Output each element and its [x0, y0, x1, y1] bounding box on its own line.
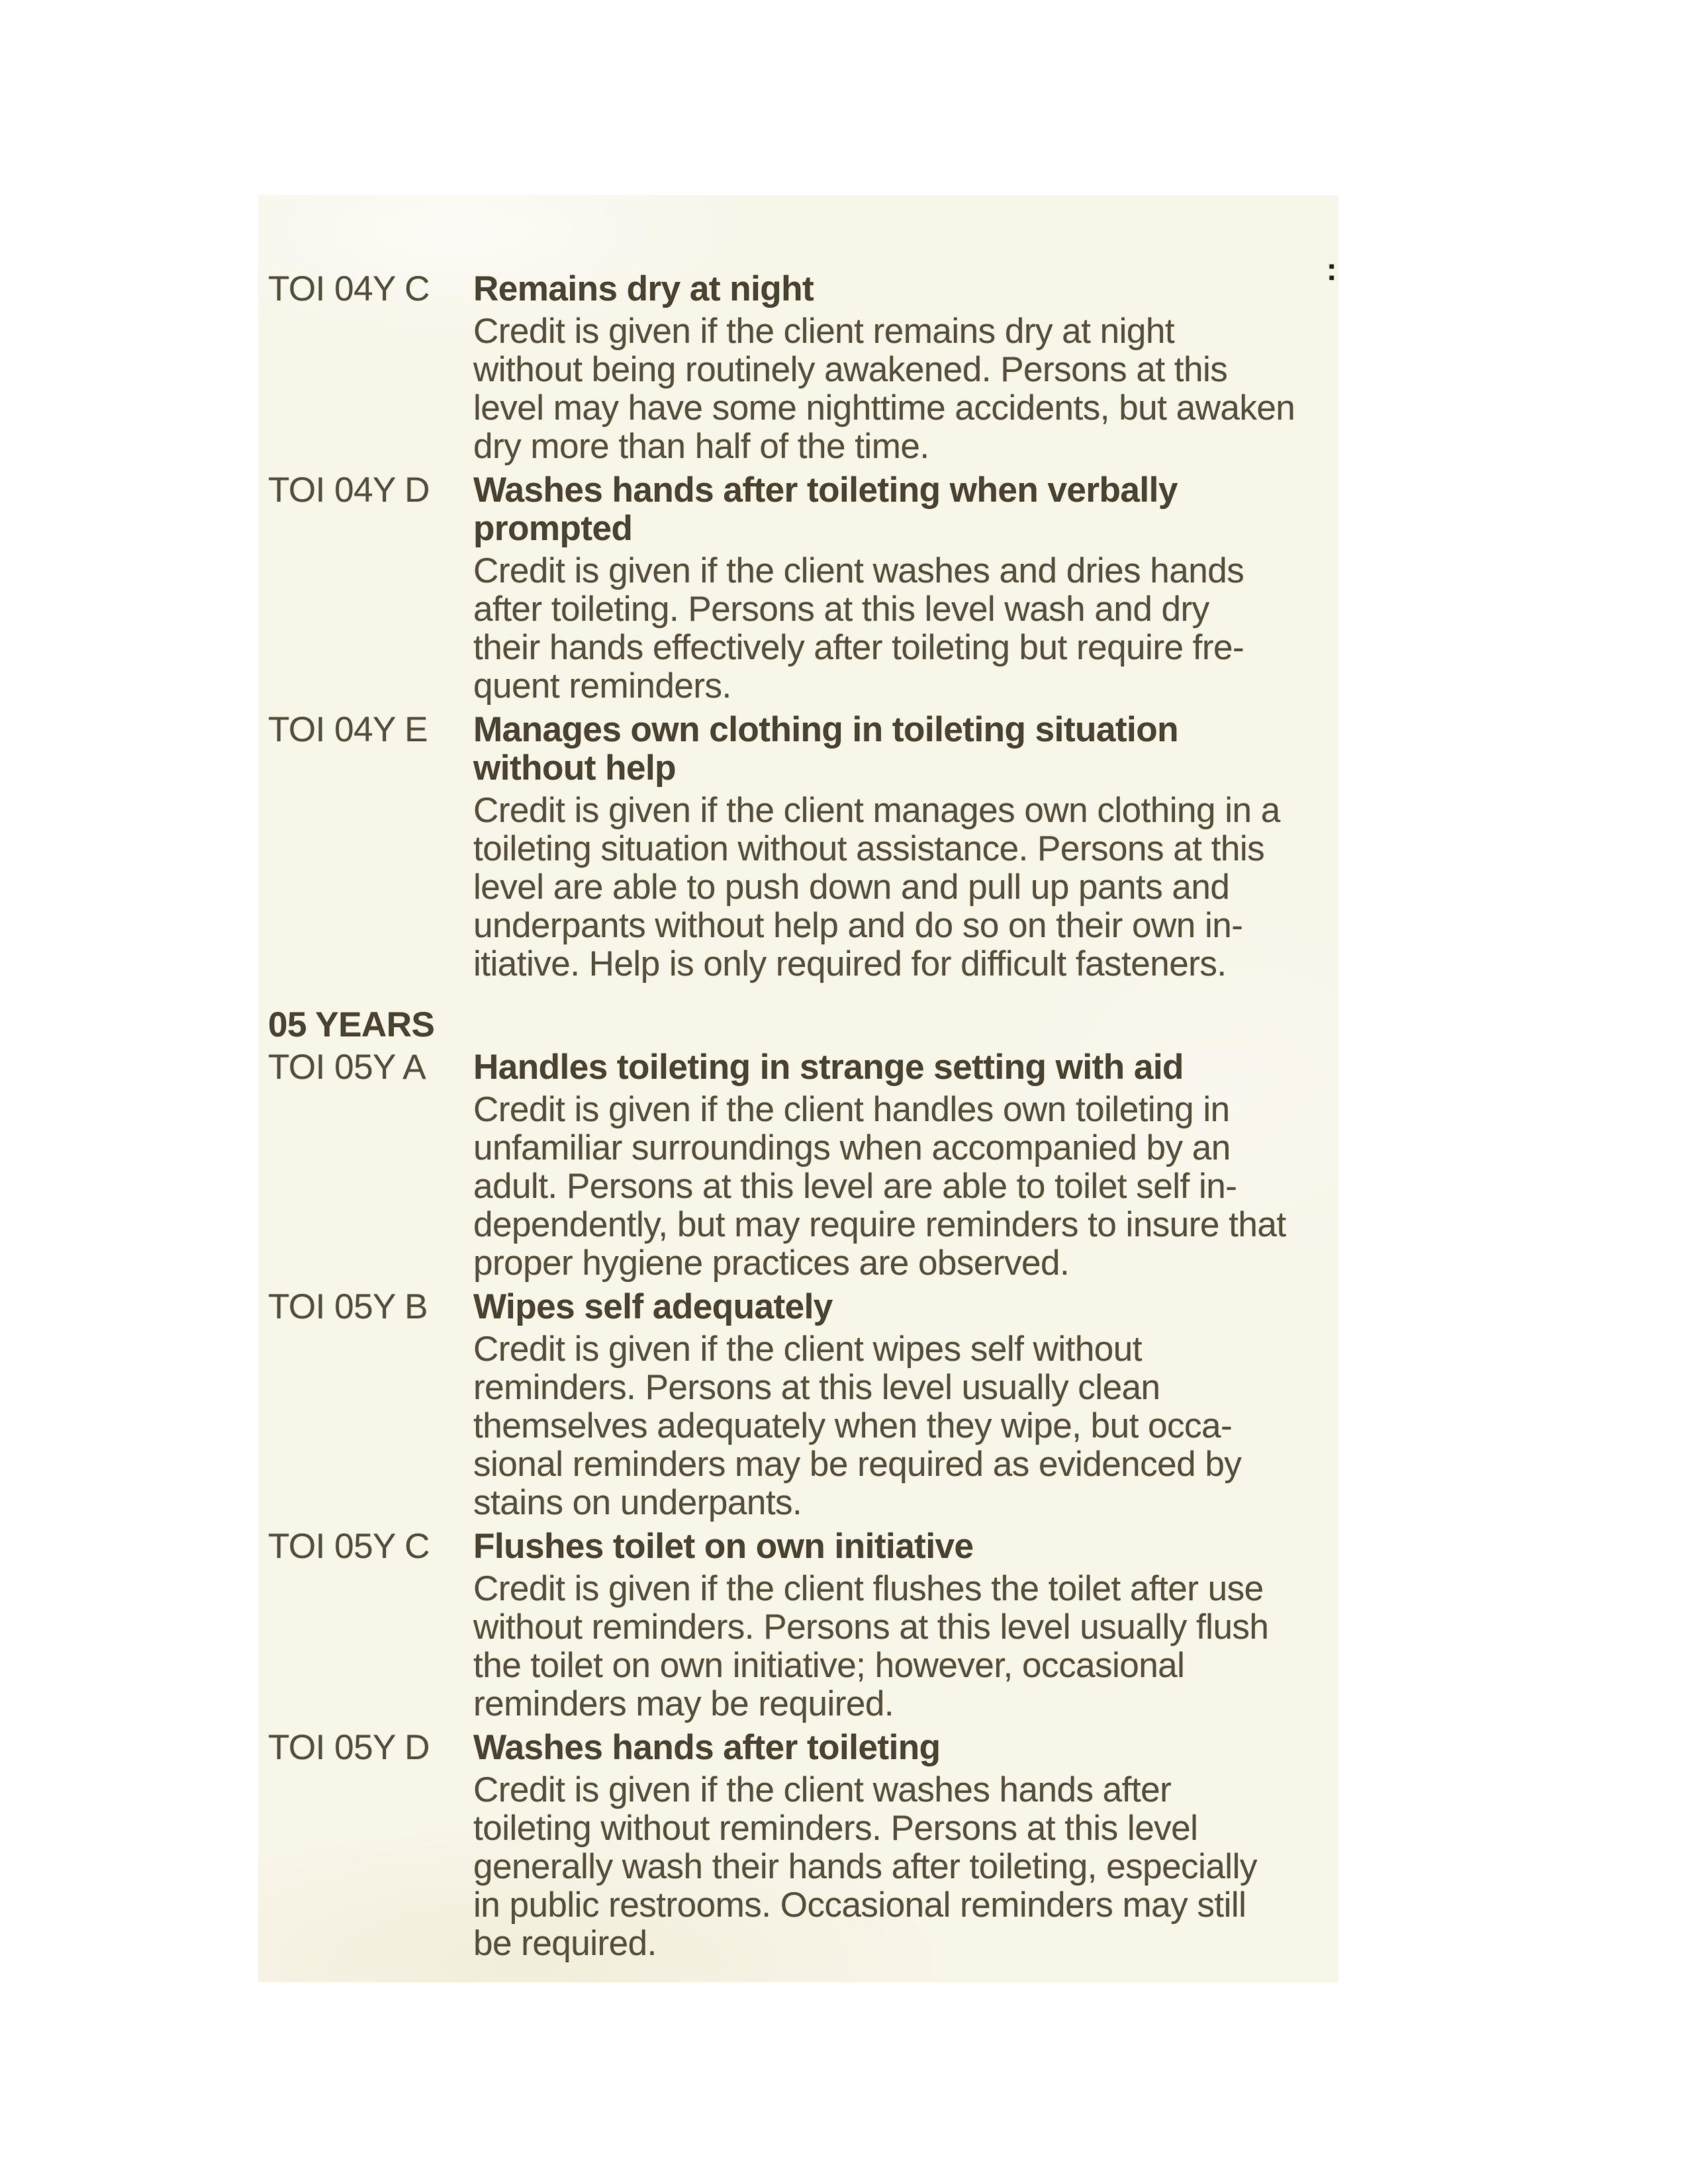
item-text: [473, 270, 1354, 466]
item-description: Credit is given if the client handles own toileting in unfamiliar surroundings when accompanied by an adult. Persons at this level are able to toilet self in- dependently, but may require reminders to insure that proper hygiene practices are observed.: [473, 1090, 1286, 1283]
item-code: TOI 05Y D: [268, 1728, 430, 1767]
document-content: [268, 270, 1354, 1968]
item-text: [473, 471, 1354, 705]
item-code: TOI 05Y A: [268, 1048, 426, 1087]
item-code: TOI 04Y E: [268, 710, 428, 749]
assessment-item: [268, 1288, 1354, 1522]
item-text: [473, 1048, 1354, 1283]
item-description: Credit is given if the client manages own clothing in a toileting situation without assistance. Persons at this level are able to push down and pull up pants and underpants without help and do so on their own in- itiative. Help is only required for difficult fasteners.: [473, 791, 1280, 983]
assessment-item: [268, 1729, 1354, 1963]
section-heading-05-years: 05 YEARS: [268, 1005, 435, 1044]
item-text: [473, 711, 1354, 983]
item-title: Washes hands after toileting: [473, 1728, 941, 1767]
item-code: TOI 04Y D: [268, 471, 430, 510]
scan-artifact-mark: :: [1327, 252, 1337, 287]
item-description: Credit is given if the client flushes the toilet after use without reminders. Persons at this level usually flush the toilet on own initiative; however, occasional reminders may be required.: [473, 1569, 1269, 1723]
item-title: Washes hands after toileting when verbally prompted: [473, 471, 1178, 548]
item-title: Flushes toilet on own initiative: [473, 1527, 974, 1566]
item-description: Credit is given if the client washes hands after toileting without reminders. Persons at this level generally wash their hands after toileting, especially in public restrooms. Occasional reminders may still be required.: [473, 1770, 1257, 1963]
item-code: TOI 05Y C: [268, 1527, 430, 1566]
item-text: [473, 1288, 1354, 1522]
item-code: TOI 04Y C: [268, 269, 430, 308]
item-description: Credit is given if the client remains dry at night without being routinely awakened. Persons at this level may have some nighttime accidents, but awaken dry more than half of the time.: [473, 312, 1295, 466]
assessment-item: [268, 270, 1354, 466]
item-text: [473, 1527, 1354, 1723]
assessment-item: [268, 1527, 1354, 1723]
item-title: Wipes self adequately: [473, 1287, 833, 1326]
assessment-item: [268, 471, 1354, 705]
item-description: Credit is given if the client wipes self without reminders. Persons at this level usually clean themselves adequately when they wipe, but occa- sional reminders may be required as evidenced by stains on underpants.: [473, 1330, 1242, 1522]
item-title: Handles toileting in strange setting with aid: [473, 1048, 1184, 1087]
item-title: Manages own clothing in toileting situation without help: [473, 710, 1178, 788]
assessment-item: [268, 711, 1354, 983]
assessment-item: [268, 1048, 1354, 1283]
item-code: TOI 05Y B: [268, 1287, 428, 1326]
item-description: Credit is given if the client washes and dries hands after toileting. Persons at this level wash and dry their hands effectively after toileting but require fre- quent reminders.: [473, 551, 1244, 705]
item-title: Remains dry at night: [473, 269, 814, 308]
item-text: [473, 1729, 1354, 1963]
